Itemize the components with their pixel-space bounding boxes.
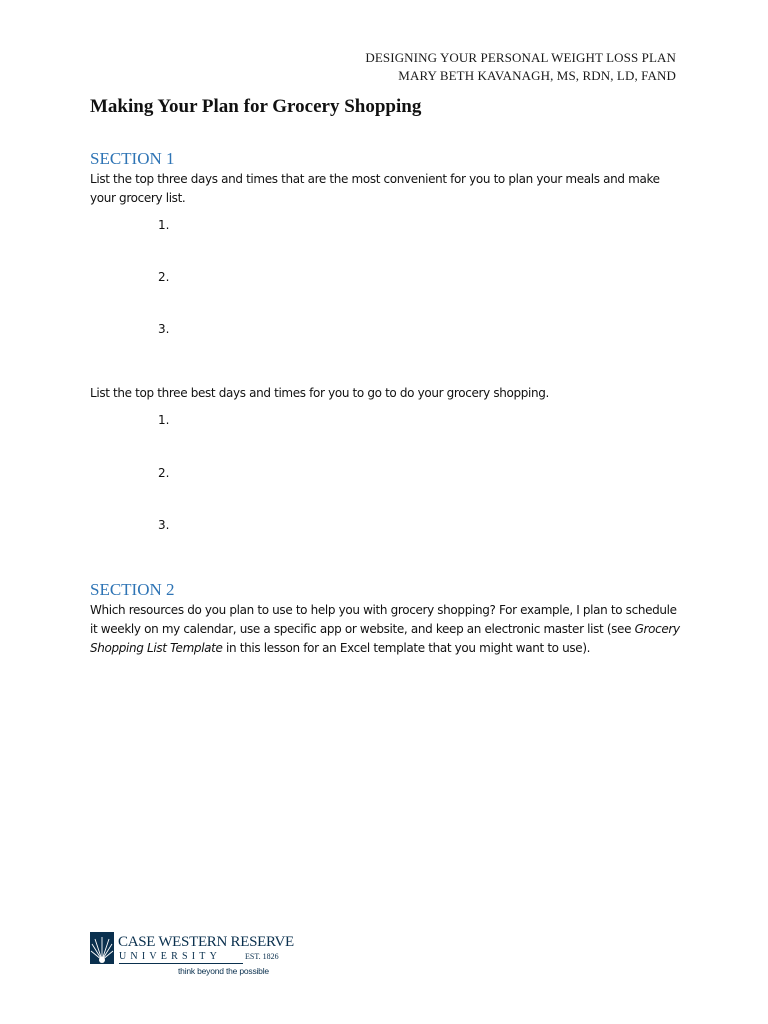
list-2-item-3: 3.	[158, 518, 170, 532]
header-course-title: DESIGNING YOUR PERSONAL WEIGHT LOSS PLAN	[365, 50, 676, 65]
section-2-text-end: in this lesson for an Excel template that you might want to use).	[222, 641, 591, 655]
section-1-prompt-2: List the top three best days and times for you to go to do your grocery shopping.	[90, 386, 549, 400]
list-1-item-2: 2.	[158, 270, 170, 284]
template-reference: Grocery Shopping List Template	[90, 622, 680, 655]
sunburst-shield-icon	[90, 932, 114, 964]
page-title: Making Your Plan for Grocery Shopping	[90, 96, 422, 117]
university-logo	[90, 930, 294, 980]
section-1-heading: SECTION 1	[90, 149, 175, 168]
list-1-item-3: 3.	[158, 322, 170, 336]
logo-tagline: think beyond the possible	[178, 966, 269, 976]
list-2-item-2: 2.	[158, 466, 170, 480]
logo-established: EST. 1826	[245, 952, 279, 961]
logo-wordmark: CASE WESTERN RESERVE	[118, 934, 294, 950]
logo-university: UNIVERSITY	[119, 951, 221, 962]
section-2-heading: SECTION 2	[90, 580, 175, 599]
logo-divider	[119, 963, 243, 964]
running-header	[365, 49, 676, 85]
header-author: MARY BETH KAVANAGH, MS, RDN, LD, FAND	[398, 68, 676, 83]
section-2-text: Which resources do you plan to use to help you with grocery shopping? For example, I plan to schedule it weekly on my calendar, use a specific app or website, and keep an electronic master list (see	[90, 603, 677, 636]
list-2-item-1: 1.	[158, 413, 170, 427]
list-1-item-1: 1.	[158, 218, 170, 232]
section-1-prompt-1: List the top three days and times that are the most convenient for you to plan your meals and make your grocery list.	[90, 172, 660, 205]
section-2-prompt	[90, 601, 680, 658]
